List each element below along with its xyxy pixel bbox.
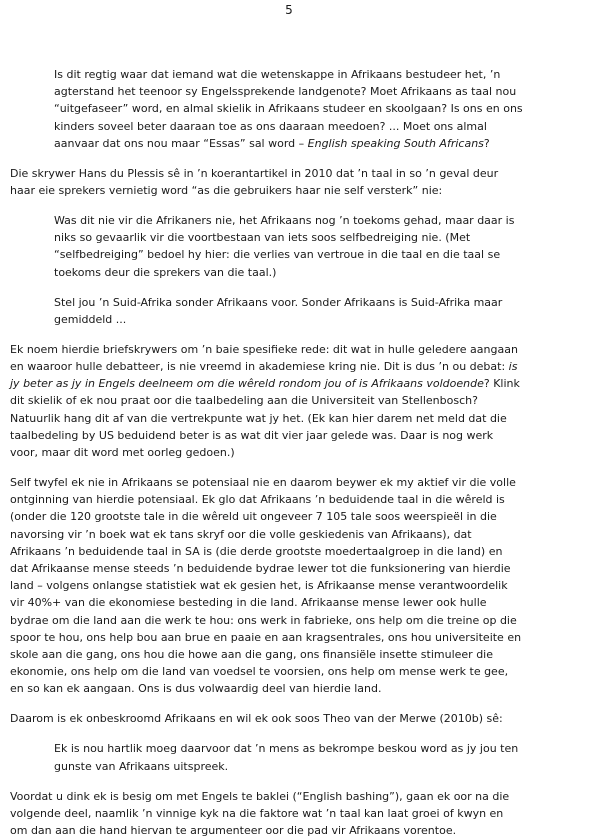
text-run: ekonomie, ons help om die land van voedsel te voorsien, ons help om mense werk te gee, [10, 665, 509, 679]
text-line [54, 264, 590, 281]
paragraph [10, 474, 590, 697]
text-line [10, 646, 590, 663]
paragraph [10, 341, 590, 461]
text-run: spoor te hou, ons help bou aan brue en paaie en aan kragsentrales, ons hou universiteite en [10, 630, 522, 644]
text-line [54, 100, 590, 117]
text-line [10, 788, 590, 805]
text-run: vir 40%+ van die ekonomiese besteding in die land. Afrikaanse mense lewer ook hulle [10, 596, 487, 610]
text-line [10, 491, 590, 508]
text-line [10, 526, 590, 543]
text-line [10, 629, 590, 646]
text-run: gemiddeld ... [54, 312, 127, 326]
text-run: Ek noem hierdie briefskrywers om ’n baie spesifieke rede: dit wat in hulle geledere aangaan [10, 342, 518, 356]
text-run: Ek is nou hartlik moeg daarvoor dat ’n mens as bekrompe beskou word as jy jou ten [54, 742, 519, 756]
text-run: (onder die 120 grootste tale in die wêreld uit ongeveer 7 105 tale soos weerspieël in die [10, 510, 497, 524]
text-line [10, 444, 590, 461]
text-line [54, 246, 590, 263]
text-run: taalbedeling by US beduidend beter is as wat dit vier jaar gelede was. Daar is nog werk [10, 428, 494, 442]
text-line [54, 66, 590, 83]
text-line [10, 594, 590, 611]
text-run: Is dit regtig waar dat iemand wat die wetenskappe in Afrikaans bestudeer het, ’n [54, 68, 501, 81]
italic-text: jy beter as jy in Engels deelneem om die wêreld rondom jou of is Afrikaans voldoende [10, 377, 484, 391]
text-run: aanvaar dat ons nou maar “Essas” sal word – [54, 136, 308, 150]
paragraph [10, 788, 590, 839]
text-run: kinders soveel beter daaraan toe as ons daaraan meedoen? ... Moet ons almal [54, 119, 487, 133]
text-run: ? Klink [483, 377, 520, 391]
text-run: “selfbedreiging” bedoel hy hier: die verlies van vertroue in die taal en die taal se [54, 248, 501, 262]
text-line [10, 508, 590, 525]
text-run: en so kan ek aangaan. Ons is dus volwaardig deel van hierdie land. [10, 682, 382, 696]
text-line [10, 612, 590, 629]
text-run: “uitgefaseer” word, en almal skielik in Afrikaans studeer en skoolgaan? Is ons en ons [54, 102, 523, 116]
text-line [54, 212, 590, 229]
text-run: agterstand het teenoor sy Engelssprekende landgenote? Moet Afrikaans as taal nou [54, 85, 517, 99]
text-run: Was dit nie vir die Afrikaners nie, het Afrikaans nog ’n toekoms gehad, maar daar is [54, 214, 515, 227]
text-run: Self twyfel ek nie in Afrikaans se potensiaal nie en daarom beywer ek my aktief vir die volle [10, 476, 516, 489]
text-line [10, 543, 590, 560]
italic-text: is [508, 359, 518, 373]
text-run: Die skrywer Hans du Plessis sê in ’n koerantartikel in 2010 dat ’n taal in so ’n geval deur [10, 166, 499, 180]
text-line [10, 375, 590, 392]
text-line [54, 229, 590, 246]
text-run: niks so gevaarlik vir die voortbestaan van iets soos selfbedreiging nie. (Met [54, 231, 471, 245]
text-line [10, 710, 590, 727]
text-run: toekoms deur die sprekers van die taal.) [54, 265, 277, 279]
text-run: Voordat u dink ek is besig om met Engels te baklei (“English bashing”), gaan ek oor na die [10, 789, 510, 803]
text-line [10, 663, 590, 680]
text-line [10, 165, 590, 182]
block-quote [54, 294, 590, 328]
text-run: navorsing vir ’n boek wat ek tans skryf oor die volle geskiedenis van Afrikaans), dat [10, 527, 472, 541]
text-run: dit skielik of ek nou praat oor die taalbedeling aan die Universiteit van Stellenbosch? [10, 394, 478, 408]
text-run: bydrae om die land aan die werk te hou: ons werk in fabrieke, ons help om die treine op die [10, 613, 517, 627]
text-run: volgende deel, naamlik ’n vinnige kyk na die faktore wat ’n taal kan laat groei of kwyn en [10, 806, 504, 820]
block-quote [54, 212, 590, 281]
text-line [54, 118, 590, 135]
text-run: gunste van Afrikaans uitspreek. [54, 759, 229, 773]
text-run: skole aan die gang, ons hou die howe aan die gang, ons finansiële insette stimuleer die [10, 647, 494, 661]
text-run: ontginning van hierdie potensiaal. Ek glo dat Afrikaans ’n beduidende taal in die wêreld is [10, 493, 505, 507]
text-run: en waaroor hulle debatteer, is nie vreemd in akademiese kring nie. Dit is dus ’n ou debat: [10, 359, 509, 373]
text-run: Daarom is ek onbeskroomd Afrikaans en wil ek ook soos Theo van der Merwe (2010b) sê: [10, 712, 503, 726]
text-line [10, 341, 590, 358]
text-line [54, 83, 590, 100]
text-line [10, 474, 590, 491]
page-number: 5 [285, 3, 293, 17]
text-line [10, 392, 590, 409]
text-line [10, 410, 590, 427]
block-quote [54, 740, 590, 774]
text-line [10, 427, 590, 444]
text-run: Afrikaans ’n beduidende taal in SA is (die derde grootste moedertaalgroep in die land) en [10, 544, 503, 558]
text-line [54, 311, 590, 328]
block-quote [54, 66, 590, 152]
text-line [54, 135, 590, 152]
text-run: land – volgens onlangse statistiek wat ek gesien het, is Afrikaanse mense verantwoordelik [10, 579, 508, 593]
text-line [54, 294, 590, 311]
text-line [10, 358, 590, 375]
text-run: om dan aan die hand hiervan te argumenteer oor die pad vir Afrikaans vorentoe. [10, 823, 457, 837]
text-line [10, 560, 590, 577]
text-run: ? [483, 136, 490, 150]
paragraph [10, 710, 590, 727]
text-run: haar eie sprekers vernietig word “as die gebruikers haar nie self versterk” nie: [10, 183, 443, 197]
text-line [54, 740, 590, 757]
text-line [54, 758, 590, 775]
text-run: voor, maar dit word met oorleg gedoen.) [10, 445, 235, 459]
italic-text: English speaking South Africans [307, 136, 484, 150]
text-run: Natuurlik hang dit af van die vertrekpunte wat jy het. (Ek kan hier darem net meld dat die [10, 411, 507, 425]
text-line [10, 577, 590, 594]
paragraph [10, 165, 590, 199]
text-line [10, 680, 590, 697]
text-line [10, 182, 590, 199]
text-line [10, 805, 590, 822]
text-run: dat Afrikaanse mense steeds ’n beduidende bydrae lewer tot die funksionering van hierdie [10, 561, 511, 575]
text-run: Stel jou ’n Suid-Afrika sonder Afrikaans voor. Sonder Afrikaans is Suid-Afrika maar [54, 295, 503, 309]
